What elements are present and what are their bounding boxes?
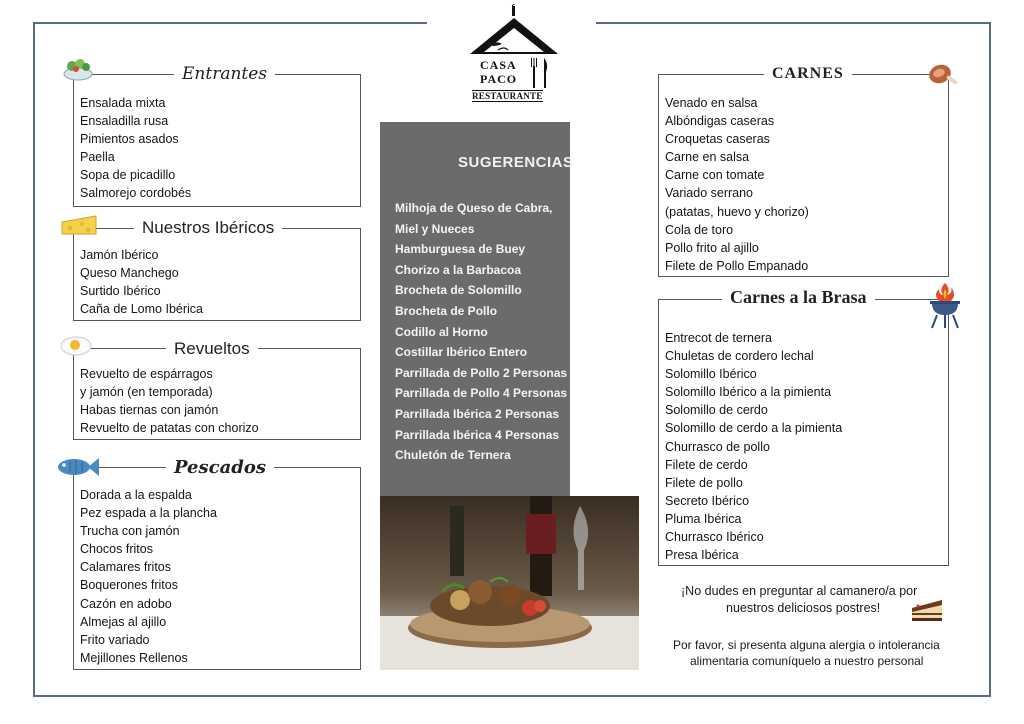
list-item: Revuelto de patatas con chorizo bbox=[80, 421, 259, 436]
list-item: Salmorejo cordobés bbox=[80, 186, 192, 201]
cake-slice-icon bbox=[910, 596, 944, 622]
list-item: Variado serrano bbox=[665, 186, 754, 201]
list-item: Solomillo Ibérico a la pimienta bbox=[665, 385, 832, 400]
fork-knife-icon bbox=[530, 58, 552, 88]
logo-paco: PACO bbox=[480, 72, 518, 86]
list-item: Hamburguesa de Buey bbox=[395, 242, 526, 257]
frame-right bbox=[989, 22, 991, 697]
carnes-title: CARNES bbox=[764, 65, 852, 83]
list-item: Boquerones fritos bbox=[80, 578, 178, 593]
list-item: Frito variado bbox=[80, 632, 150, 647]
list-item: Pez espada a la plancha bbox=[80, 506, 217, 521]
list-item: Albóndigas caseras bbox=[665, 114, 775, 129]
list-item: Parrillada Ibérica 2 Personas bbox=[395, 406, 560, 421]
list-item: Croquetas caseras bbox=[665, 132, 770, 147]
list-item: Queso Manchego bbox=[80, 266, 179, 281]
revueltos-list bbox=[80, 365, 259, 437]
list-item: Almejas al ajillo bbox=[80, 614, 167, 629]
frame-left bbox=[33, 22, 35, 697]
list-item: Trucha con jamón bbox=[80, 524, 180, 539]
list-item: Chuletas de cordero lechal bbox=[665, 349, 814, 364]
egg-icon bbox=[58, 334, 94, 358]
list-item: Brocheta de Solomillo bbox=[395, 283, 522, 298]
postres-line1: ¡No dudes en preguntar al camanero/a por bbox=[681, 584, 918, 598]
revueltos-title: Revueltos bbox=[166, 339, 258, 359]
list-item: Calamares fritos bbox=[80, 560, 171, 575]
list-item: Solomillo Ibérico bbox=[665, 367, 757, 382]
entrantes-list bbox=[80, 94, 191, 203]
list-item: Cazón en adobo bbox=[80, 596, 172, 611]
list-item: Venado en salsa bbox=[665, 96, 758, 110]
list-item: Cola de toro bbox=[665, 222, 734, 237]
carnes-list bbox=[665, 94, 809, 275]
restaurant-logo bbox=[462, 4, 560, 104]
postres-line2: nuestros deliciosos postres! bbox=[726, 601, 881, 615]
list-item: Churrasco de pollo bbox=[665, 439, 770, 454]
list-item: Mejillones Rellenos bbox=[80, 650, 188, 665]
list-item: Pimientos asados bbox=[80, 132, 179, 147]
list-item: Habas tiernas con jamón bbox=[80, 403, 219, 418]
list-item: Filete de Pollo Empanado bbox=[665, 258, 809, 273]
fish-icon bbox=[54, 455, 100, 479]
list-item: Secreto Ibérico bbox=[665, 493, 750, 508]
sugerencias-title: SUGERENCIAS bbox=[458, 154, 574, 171]
house-roof-icon bbox=[462, 4, 560, 104]
grill-icon bbox=[928, 281, 962, 329]
list-item: Presa Ibérica bbox=[665, 548, 739, 563]
list-item: Carne con tomate bbox=[665, 168, 765, 183]
alergia-line1: Por favor, si presenta alguna alergia o intolerancia bbox=[673, 638, 940, 652]
list-item: Filete de pollo bbox=[665, 475, 743, 490]
frame-top-left bbox=[33, 22, 427, 24]
list-item: Costillar Ibérico Entero bbox=[395, 345, 528, 360]
list-item: Filete de cerdo bbox=[665, 457, 748, 472]
list-item: Solomillo de cerdo a la pimienta bbox=[665, 421, 843, 436]
list-item: Parrillada de Pollo 2 Personas bbox=[395, 365, 568, 380]
list-item: Brocheta de Pollo bbox=[395, 303, 498, 318]
list-item: Chorizo a la Barbacoa bbox=[395, 262, 522, 277]
list-item: Caña de Lomo Ibérica bbox=[80, 302, 203, 317]
list-item: Solomillo de cerdo bbox=[665, 403, 768, 418]
list-item: Paella bbox=[80, 150, 115, 165]
entrantes-title: Entrantes bbox=[174, 64, 275, 84]
list-item: y jamón (en temporada) bbox=[80, 385, 213, 400]
list-item: Carne en salsa bbox=[665, 150, 750, 165]
list-item: Dorada a la espalda bbox=[80, 488, 192, 502]
list-item: Miel y Nueces bbox=[395, 221, 475, 236]
list-item: Churrasco Ibérico bbox=[665, 530, 764, 545]
list-item: Codillo al Horno bbox=[395, 324, 488, 339]
brasa-title: Carnes a la Brasa bbox=[722, 287, 875, 308]
frame-bottom bbox=[33, 695, 991, 697]
list-item: Jamón Ibérico bbox=[80, 248, 159, 262]
ham-leg-icon bbox=[926, 60, 960, 94]
pescados-list bbox=[80, 486, 217, 667]
list-item: Pluma Ibérica bbox=[665, 511, 742, 526]
logo-restaurante: RESTAURANTE bbox=[472, 91, 543, 101]
list-item: Milhoja de Queso de Cabra, bbox=[395, 201, 553, 215]
sugerencias-list bbox=[395, 198, 567, 466]
list-item: (patatas, huevo y chorizo) bbox=[665, 204, 809, 219]
frame-top-right bbox=[596, 22, 991, 24]
brasa-list bbox=[665, 329, 842, 564]
cheese-icon bbox=[60, 212, 98, 238]
list-item: Ensaladilla rusa bbox=[80, 114, 169, 129]
logo-casa: CASA bbox=[480, 58, 517, 72]
list-item: Sopa de picadillo bbox=[80, 168, 176, 183]
list-item: Chocos fritos bbox=[80, 542, 153, 557]
pescados-title: Pescados bbox=[166, 457, 274, 478]
list-item: Entrecot de ternera bbox=[665, 331, 773, 345]
ibericos-list bbox=[80, 246, 203, 318]
alergia-line2: alimentaria comuníquelo a nuestro personal bbox=[690, 654, 924, 668]
list-item: Revuelto de espárragos bbox=[80, 367, 213, 381]
list-item: Surtido Ibérico bbox=[80, 284, 161, 299]
ibericos-title: Nuestros Ibéricos bbox=[134, 218, 282, 238]
salad-icon bbox=[60, 58, 96, 84]
list-item: Parrillada de Pollo 4 Personas bbox=[395, 386, 568, 401]
list-item: Chuletón de Ternera bbox=[395, 448, 511, 463]
list-item: Ensalada mixta bbox=[80, 96, 166, 110]
food-photo bbox=[380, 496, 639, 670]
list-item: Parrillada Ibérica 4 Personas bbox=[395, 427, 560, 442]
list-item: Pollo frito al ajillo bbox=[665, 240, 759, 255]
